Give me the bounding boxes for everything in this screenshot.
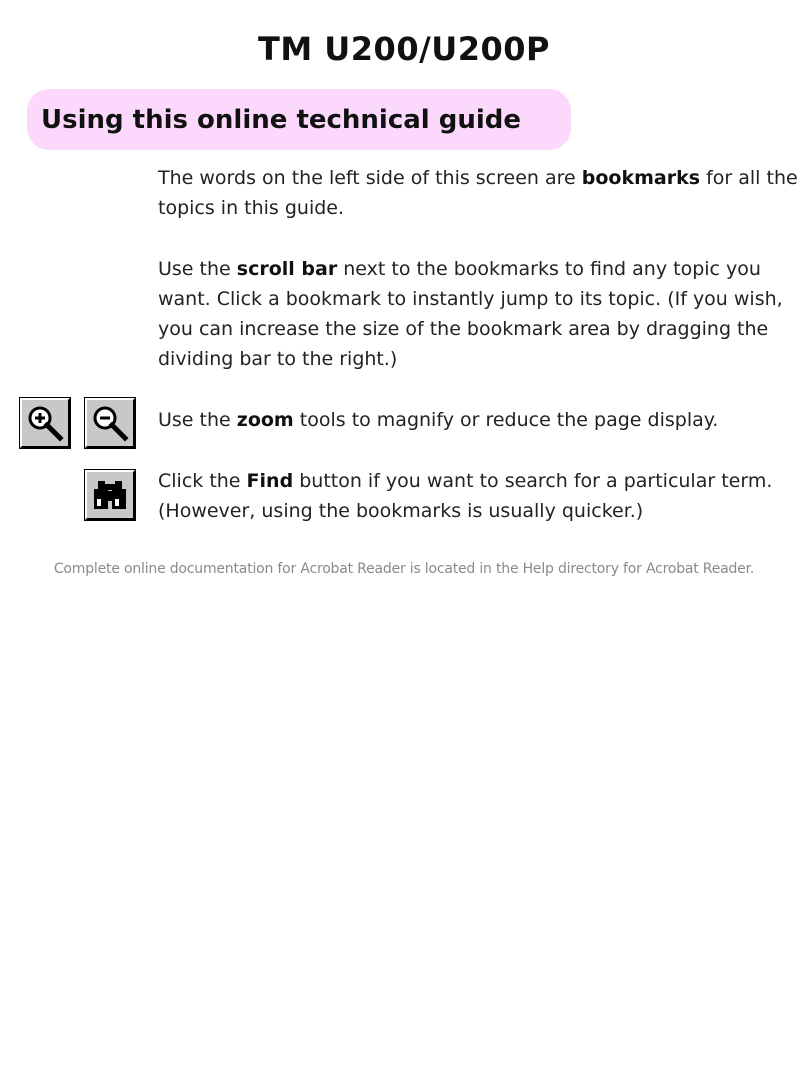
zoom-text-post: tools to magnify or reduce the page display. [293, 409, 719, 431]
scroll-bar-term: scroll bar [236, 258, 338, 280]
zoom-text-pre: Use the [158, 409, 237, 431]
zoom-in-button[interactable] [20, 398, 70, 448]
scroll-text-pre: Use the [158, 258, 237, 280]
bookmarks-text-post: for all the topics in this guide. [158, 167, 798, 219]
zoom-out-icon [90, 403, 130, 443]
find-text-post: button if you want to search for a particular term. (However, using the bookmarks is usually quicker.) [158, 470, 773, 522]
scroll-bar-paragraph [158, 254, 798, 374]
document-title: TM U200/U200P [257, 30, 550, 68]
section-title: Using this online technical guide [41, 104, 522, 135]
bookmarks-term: bookmarks [581, 167, 701, 189]
find-button[interactable] [85, 470, 135, 520]
bookmarks-text-pre: The words on the left side of this screen are [158, 167, 582, 189]
section-banner [27, 89, 571, 150]
bookmarks-paragraph [158, 163, 798, 223]
footer-note: Complete online documentation for Acrobat Reader is located in the Help directory for Acrobat Reader. [53, 561, 755, 577]
zoom-in-icon [25, 403, 65, 443]
find-text-pre: Click the [158, 470, 247, 492]
find-paragraph [158, 466, 798, 526]
scroll-text-post: next to the bookmarks to find any topic you want. Click a bookmark to instantly jump to its topic. (If you wish, you can increase the size of the bookmark area by dragging the dividing bar to the right.) [158, 258, 783, 370]
zoom-term: zoom [236, 409, 294, 431]
find-term: Find [246, 470, 294, 492]
zoom-paragraph [158, 405, 798, 435]
zoom-out-button[interactable] [85, 398, 135, 448]
binoculars-icon [90, 475, 130, 515]
